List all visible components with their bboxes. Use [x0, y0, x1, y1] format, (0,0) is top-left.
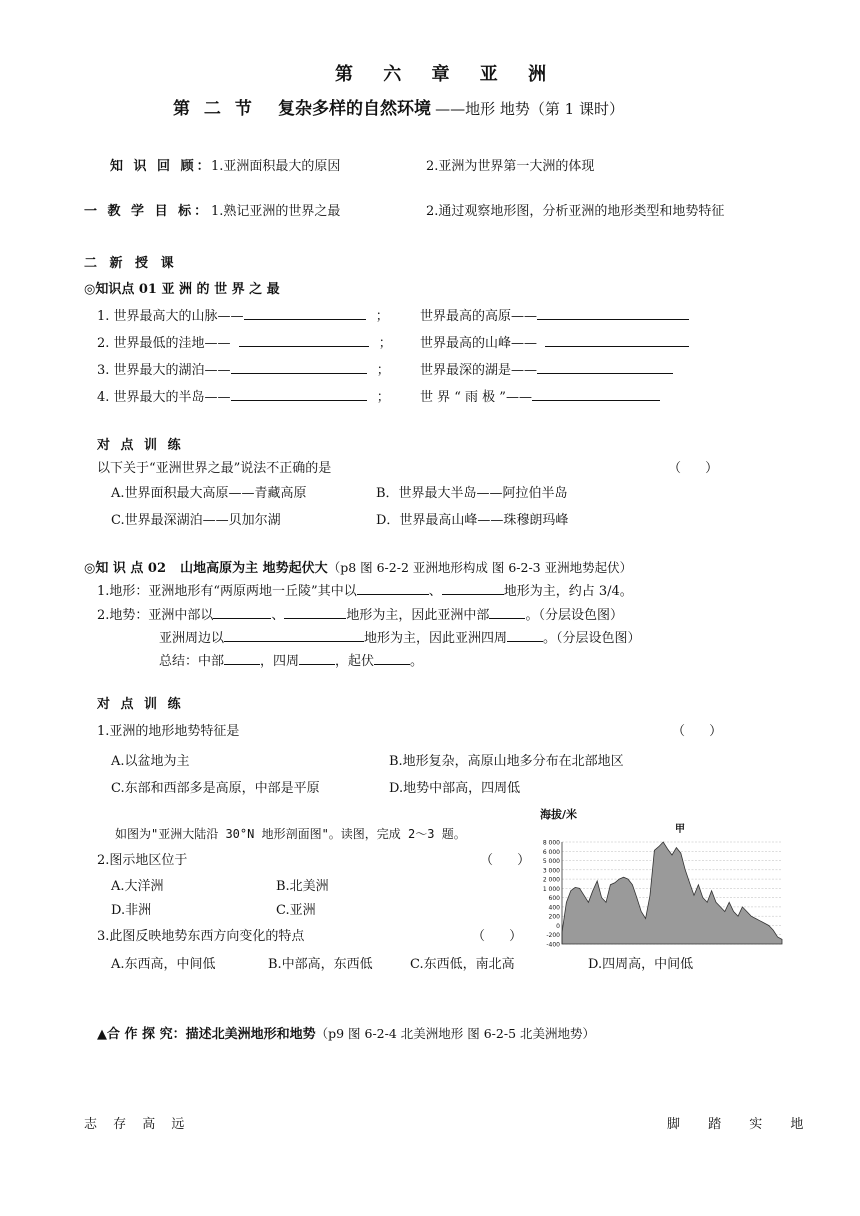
kp2-line-4	[159, 650, 423, 669]
kp2-title-ref: （p8 图 6-2-2 亚洲地形构成 图 6-2-3 亚洲地势起伏）	[327, 560, 633, 575]
goals-label: 一 教 学 目 标：	[84, 204, 211, 219]
y-tick-label: 200	[548, 913, 560, 921]
separator: ；	[376, 390, 390, 405]
kp2-l2-text: 2.地势：亚洲中部以	[97, 608, 214, 623]
chart-ylabel: 海拔/米	[540, 808, 578, 821]
kp1-row-3	[97, 359, 390, 378]
kp1-row-4	[97, 386, 390, 405]
review-item-2: 2.亚洲为世界第一大洲的体现	[426, 159, 595, 174]
section-heading: 复杂多样的自然环境	[277, 99, 431, 119]
option-b[interactable]: B．世界最大半岛——阿拉伯半岛	[376, 486, 568, 501]
q2-option-a[interactable]: A.大洋洲	[111, 879, 164, 894]
blank-field[interactable]	[224, 652, 260, 665]
terrain-profile-chart	[534, 804, 784, 949]
option-d[interactable]: D．世界最高山峰——珠穆朗玛峰	[376, 513, 569, 528]
kp2-title-main: 山地高原为主 地势起伏大	[180, 561, 328, 576]
kp1-title: ◎知识点 01 亚 洲 的 世 界 之 最	[84, 282, 280, 297]
kp1-row-2	[97, 332, 392, 351]
practice2-q1: 1.亚洲的地形地势特征是	[97, 724, 240, 739]
kp2-title	[84, 557, 632, 576]
y-tick-label: 600	[548, 895, 560, 903]
answer-paren[interactable]: （ ）	[672, 724, 733, 739]
kp2-l4-b: ，四周	[260, 654, 300, 669]
y-tick-label: -400	[546, 941, 560, 949]
y-tick-label: 3 000	[542, 867, 560, 875]
footer-right: 脚 踏 实 地	[667, 1117, 816, 1132]
q1-option-d[interactable]: D.地势中部高，四周低	[389, 781, 521, 796]
option-c[interactable]: C.世界最深湖泊——贝加尔湖	[111, 513, 281, 528]
kp2-title-prefix: ◎知 识 点 02	[84, 561, 167, 576]
kp1-row-2-right-label: 世界最高的山峰——	[420, 336, 538, 351]
answer-paren[interactable]: （ ）	[472, 929, 533, 944]
blank-field[interactable]	[284, 606, 346, 619]
kp2-line-2	[97, 604, 623, 623]
blank-field[interactable]	[213, 606, 271, 619]
kp2-line-1	[97, 580, 633, 599]
blank-field[interactable]	[374, 652, 410, 665]
kp1-row-1	[97, 305, 389, 324]
kp2-l4-c: ，起伏	[335, 654, 375, 669]
blank-field[interactable]	[231, 361, 367, 374]
blank-field[interactable]	[442, 582, 504, 595]
practice1-title: 对 点 训 练	[97, 438, 184, 453]
blank-field[interactable]	[532, 388, 660, 401]
q1-option-a[interactable]: A.以盆地为主	[111, 754, 190, 769]
y-tick-label: 400	[548, 904, 560, 912]
kp2-l3-text: 亚洲周边以	[159, 631, 225, 646]
q3-option-a[interactable]: A.东西高，中间低	[111, 957, 216, 972]
goals-item-2: 2.通过观察地形图，分析亚洲的地形类型和地势特征	[426, 204, 725, 219]
blank-field[interactable]	[299, 652, 335, 665]
blank-field[interactable]	[357, 582, 429, 595]
section-title	[173, 94, 624, 119]
review-label: 知 识 回 顾：	[110, 159, 213, 174]
kp2-l2-mid: 地形为主，因此亚洲中部	[346, 608, 490, 623]
q3-option-b[interactable]: B.中部高，东西低	[268, 957, 373, 972]
separator: ；	[378, 336, 392, 351]
blank-field[interactable]	[239, 334, 369, 347]
separator: ；	[376, 363, 390, 378]
cooperation-heading	[97, 1023, 595, 1042]
kp2-l3-end: 。（分层设色图）	[543, 631, 641, 646]
separator: ；	[375, 309, 389, 324]
kp1-row-3-left: 3. 世界最大的湖泊——	[97, 363, 231, 378]
kp2-l4-end: 。	[410, 654, 424, 669]
y-tick-label: 1 000	[542, 885, 560, 893]
profile-area	[562, 842, 782, 944]
q2-option-d[interactable]: D.非洲	[111, 903, 152, 918]
y-tick-label: 2 000	[542, 876, 560, 884]
blank-field[interactable]	[224, 629, 364, 642]
kp1-row-4-left: 4. 世界最大的半岛——	[97, 390, 231, 405]
kp1-row-2-right	[420, 332, 689, 351]
y-tick-label: 0	[556, 922, 560, 930]
chart-annotation: 甲	[675, 824, 685, 835]
answer-paren[interactable]: （ ）	[668, 461, 729, 476]
cooperation-prefix: ▲合 作 探 究：	[97, 1027, 186, 1042]
kp1-row-1-left: 1. 世界最高大的山脉——	[97, 309, 244, 324]
y-tick-label: 5 000	[542, 858, 560, 866]
blank-field[interactable]	[545, 334, 689, 347]
y-tick-label: 8 000	[542, 839, 560, 847]
footer-left: 志 存 高 远	[84, 1117, 191, 1132]
section-number: 第 二 节	[173, 99, 256, 119]
kp2-l1-sep: 、	[428, 584, 442, 599]
q2-option-c[interactable]: C.亚洲	[276, 903, 316, 918]
new-lesson-heading: 二 新 授 课	[84, 256, 178, 271]
q1-option-c[interactable]: C.东部和西部多是高原，中部是平原	[111, 781, 320, 796]
goals-item-1: 1.熟记亚洲的世界之最	[211, 204, 341, 219]
blank-field[interactable]	[231, 388, 367, 401]
practice2-q3: 3.此图反映地势东西方向变化的特点	[97, 929, 305, 944]
answer-paren[interactable]: （ ）	[480, 853, 541, 868]
q3-option-c[interactable]: C.东西低，南北高	[410, 957, 515, 972]
kp2-l4-text: 总结：中部	[159, 654, 225, 669]
review-item-1: 1.亚洲面积最大的原因	[211, 159, 341, 174]
practice1-question: 以下关于“亚洲世界之最”说法不正确的是	[97, 461, 332, 476]
blank-field[interactable]	[489, 606, 525, 619]
kp1-row-1-right-label: 世界最高的高原——	[420, 309, 538, 324]
cooperation-title: 描述北美洲地形和地势	[185, 1027, 316, 1042]
section-subheading: ——地形 地势（第 1 课时）	[435, 100, 624, 118]
kp1-row-4-right-label: 世 界 “ 雨 极 ”——	[420, 390, 532, 405]
kp1-row-1-right	[420, 305, 689, 324]
kp2-l2-sep: 、	[271, 608, 285, 623]
cooperation-ref: （p9 图 6-2-4 北美洲地形 图 6-2-5 北美洲地势）	[315, 1026, 596, 1041]
y-tick-label: -200	[546, 932, 560, 940]
q2-option-b[interactable]: B.北美洲	[276, 879, 329, 894]
kp2-line-3	[159, 627, 641, 646]
practice2-title: 对 点 训 练	[97, 697, 184, 712]
kp2-l1-text: 1.地形：亚洲地形有“两原两地一丘陵”其中以	[97, 584, 357, 599]
blank-field[interactable]	[507, 629, 543, 642]
kp1-row-4-right	[420, 386, 660, 405]
q3-option-d[interactable]: D.四周高，中间低	[588, 957, 694, 972]
practice2-q2: 2.图示地区位于	[97, 853, 188, 868]
chapter-title: 第 六 章 亚 洲	[335, 64, 559, 85]
chart-intro: 如图为"亚洲大陆沿 30°N 地形剖面图"。读图，完成 2～3 题。	[115, 827, 466, 841]
kp1-row-3-right	[420, 359, 673, 378]
kp1-row-2-left: 2. 世界最低的洼地——	[97, 336, 231, 351]
blank-field[interactable]	[537, 361, 673, 374]
q1-option-b[interactable]: B.地形复杂，高原山地多分布在北部地区	[389, 754, 624, 769]
kp1-row-3-right-label: 世界最深的湖是——	[420, 363, 538, 378]
blank-field[interactable]	[244, 307, 366, 320]
kp2-l3-mid: 地形为主，因此亚洲四周	[364, 631, 508, 646]
blank-field[interactable]	[537, 307, 689, 320]
kp2-l1-end: 地形为主，约占 3/4。	[503, 584, 633, 599]
kp2-l2-end: 。（分层设色图）	[525, 608, 623, 623]
y-tick-label: 6 000	[542, 848, 560, 856]
option-a[interactable]: A.世界面积最大高原——青藏高原	[111, 486, 307, 501]
